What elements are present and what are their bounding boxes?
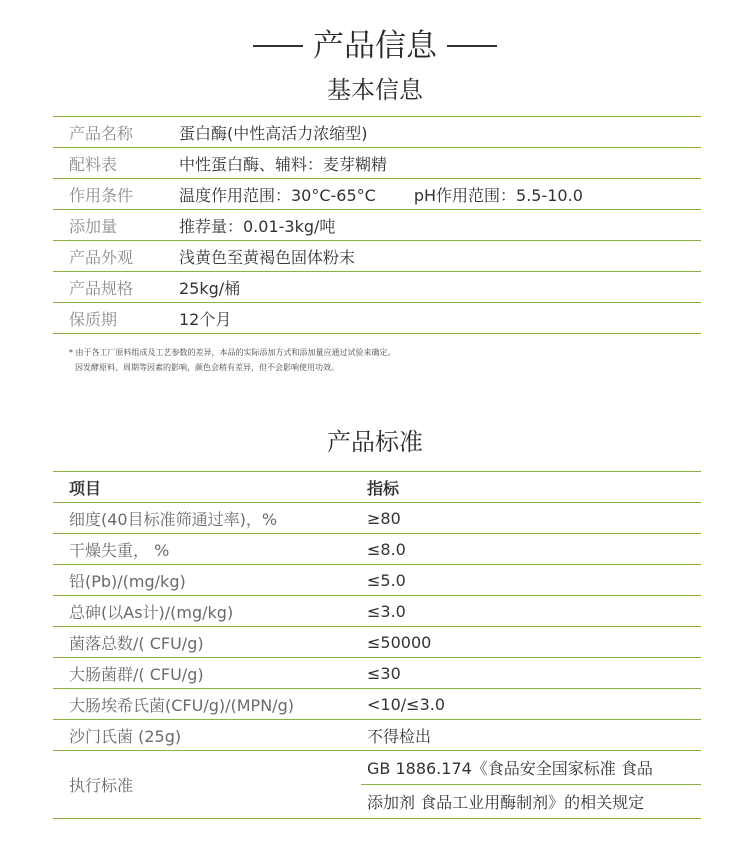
exec-standard-line-2: 添加剂 食品工业用酶制剂》的相关规定 [361, 785, 701, 819]
table-header-row [53, 472, 701, 503]
row-value: 浅黄色至黄褐色固体粉末 [179, 241, 701, 272]
table-row [53, 179, 701, 210]
index-cell: ≥80 [361, 503, 701, 534]
item-cell: 总砷(以As计)/(mg/kg) [53, 596, 361, 627]
page-title [0, 24, 750, 68]
column-header-item: 项目 [53, 472, 361, 503]
item-cell: 大肠埃希氏菌(CFU/g)/(MPN/g) [53, 689, 361, 720]
item-cell: 干燥失重， % [53, 534, 361, 565]
row-label: 保质期 [53, 303, 179, 334]
table-row [53, 303, 701, 334]
row-label: 配料表 [53, 148, 179, 179]
index-cell: ≤30 [361, 658, 701, 689]
index-cell: <10/≤3.0 [361, 689, 701, 720]
table-row [53, 658, 701, 689]
item-cell: 铅(Pb)/(mg/kg) [53, 565, 361, 596]
index-cell: ≤5.0 [361, 565, 701, 596]
table-row [53, 503, 701, 534]
table-row [53, 148, 701, 179]
item-cell: 执行标准 [53, 751, 361, 819]
basic-info-title: 基本信息 [327, 76, 423, 104]
row-value: 推荐量：0.01-3kg/吨 [179, 210, 701, 241]
title-dash-right [447, 45, 497, 47]
table-row [53, 596, 701, 627]
table-row [53, 534, 701, 565]
index-cell: 不得检出 [361, 720, 701, 751]
index-cell: ≤8.0 [361, 534, 701, 565]
table-row [53, 241, 701, 272]
table-row-exec-standard [53, 751, 701, 785]
table-row [53, 720, 701, 751]
standard-table [53, 471, 701, 819]
table-row [53, 627, 701, 658]
standard-title: 产品标准 [327, 428, 423, 456]
table-row [53, 210, 701, 241]
row-value [179, 179, 701, 210]
index-cell: ≤50000 [361, 627, 701, 658]
row-label: 产品规格 [53, 272, 179, 303]
row-label: 作用条件 [53, 179, 179, 210]
index-cell: ≤3.0 [361, 596, 701, 627]
row-value: 中性蛋白酶、辅料：麦芽糊精 [179, 148, 701, 179]
table-row [53, 565, 701, 596]
column-header-index: 指标 [361, 472, 701, 503]
item-cell: 沙门氏菌 (25g) [53, 720, 361, 751]
item-cell: 细度(40目标准筛通过率)，% [53, 503, 361, 534]
ph-range: pH作用范围：5.5-10.0 [413, 185, 583, 205]
row-label: 产品名称 [53, 117, 179, 148]
page-title-text: 产品信息 [313, 28, 437, 64]
item-cell: 菌落总数/( CFU/g) [53, 627, 361, 658]
basic-info-table [53, 116, 701, 334]
table-row [53, 689, 701, 720]
row-value: 12个月 [179, 303, 701, 334]
row-label: 产品外观 [53, 241, 179, 272]
row-value: 蛋白酶(中性高活力浓缩型) [179, 117, 701, 148]
item-cell: 大肠菌群/( CFU/g) [53, 658, 361, 689]
title-dash-left [253, 45, 303, 47]
table-row [53, 272, 701, 303]
exec-standard-line-1: GB 1886.174《食品安全国家标准 食品 [361, 751, 701, 785]
table-row [53, 117, 701, 148]
footnote-2: 因发酵原料、周期等因素的影响，颜色会稍有差异，但不会影响使用功效。 [75, 363, 339, 372]
temperature-range: 温度作用范围：30°C-65°C [179, 185, 376, 205]
row-value: 25kg/桶 [179, 272, 701, 303]
footnotes [69, 345, 396, 375]
row-label: 添加量 [53, 210, 179, 241]
footnote-1: * 由于各工厂原料组成及工艺参数的差异，本品的实际添加方式和添加量应通过试验来确定。 [69, 348, 396, 357]
